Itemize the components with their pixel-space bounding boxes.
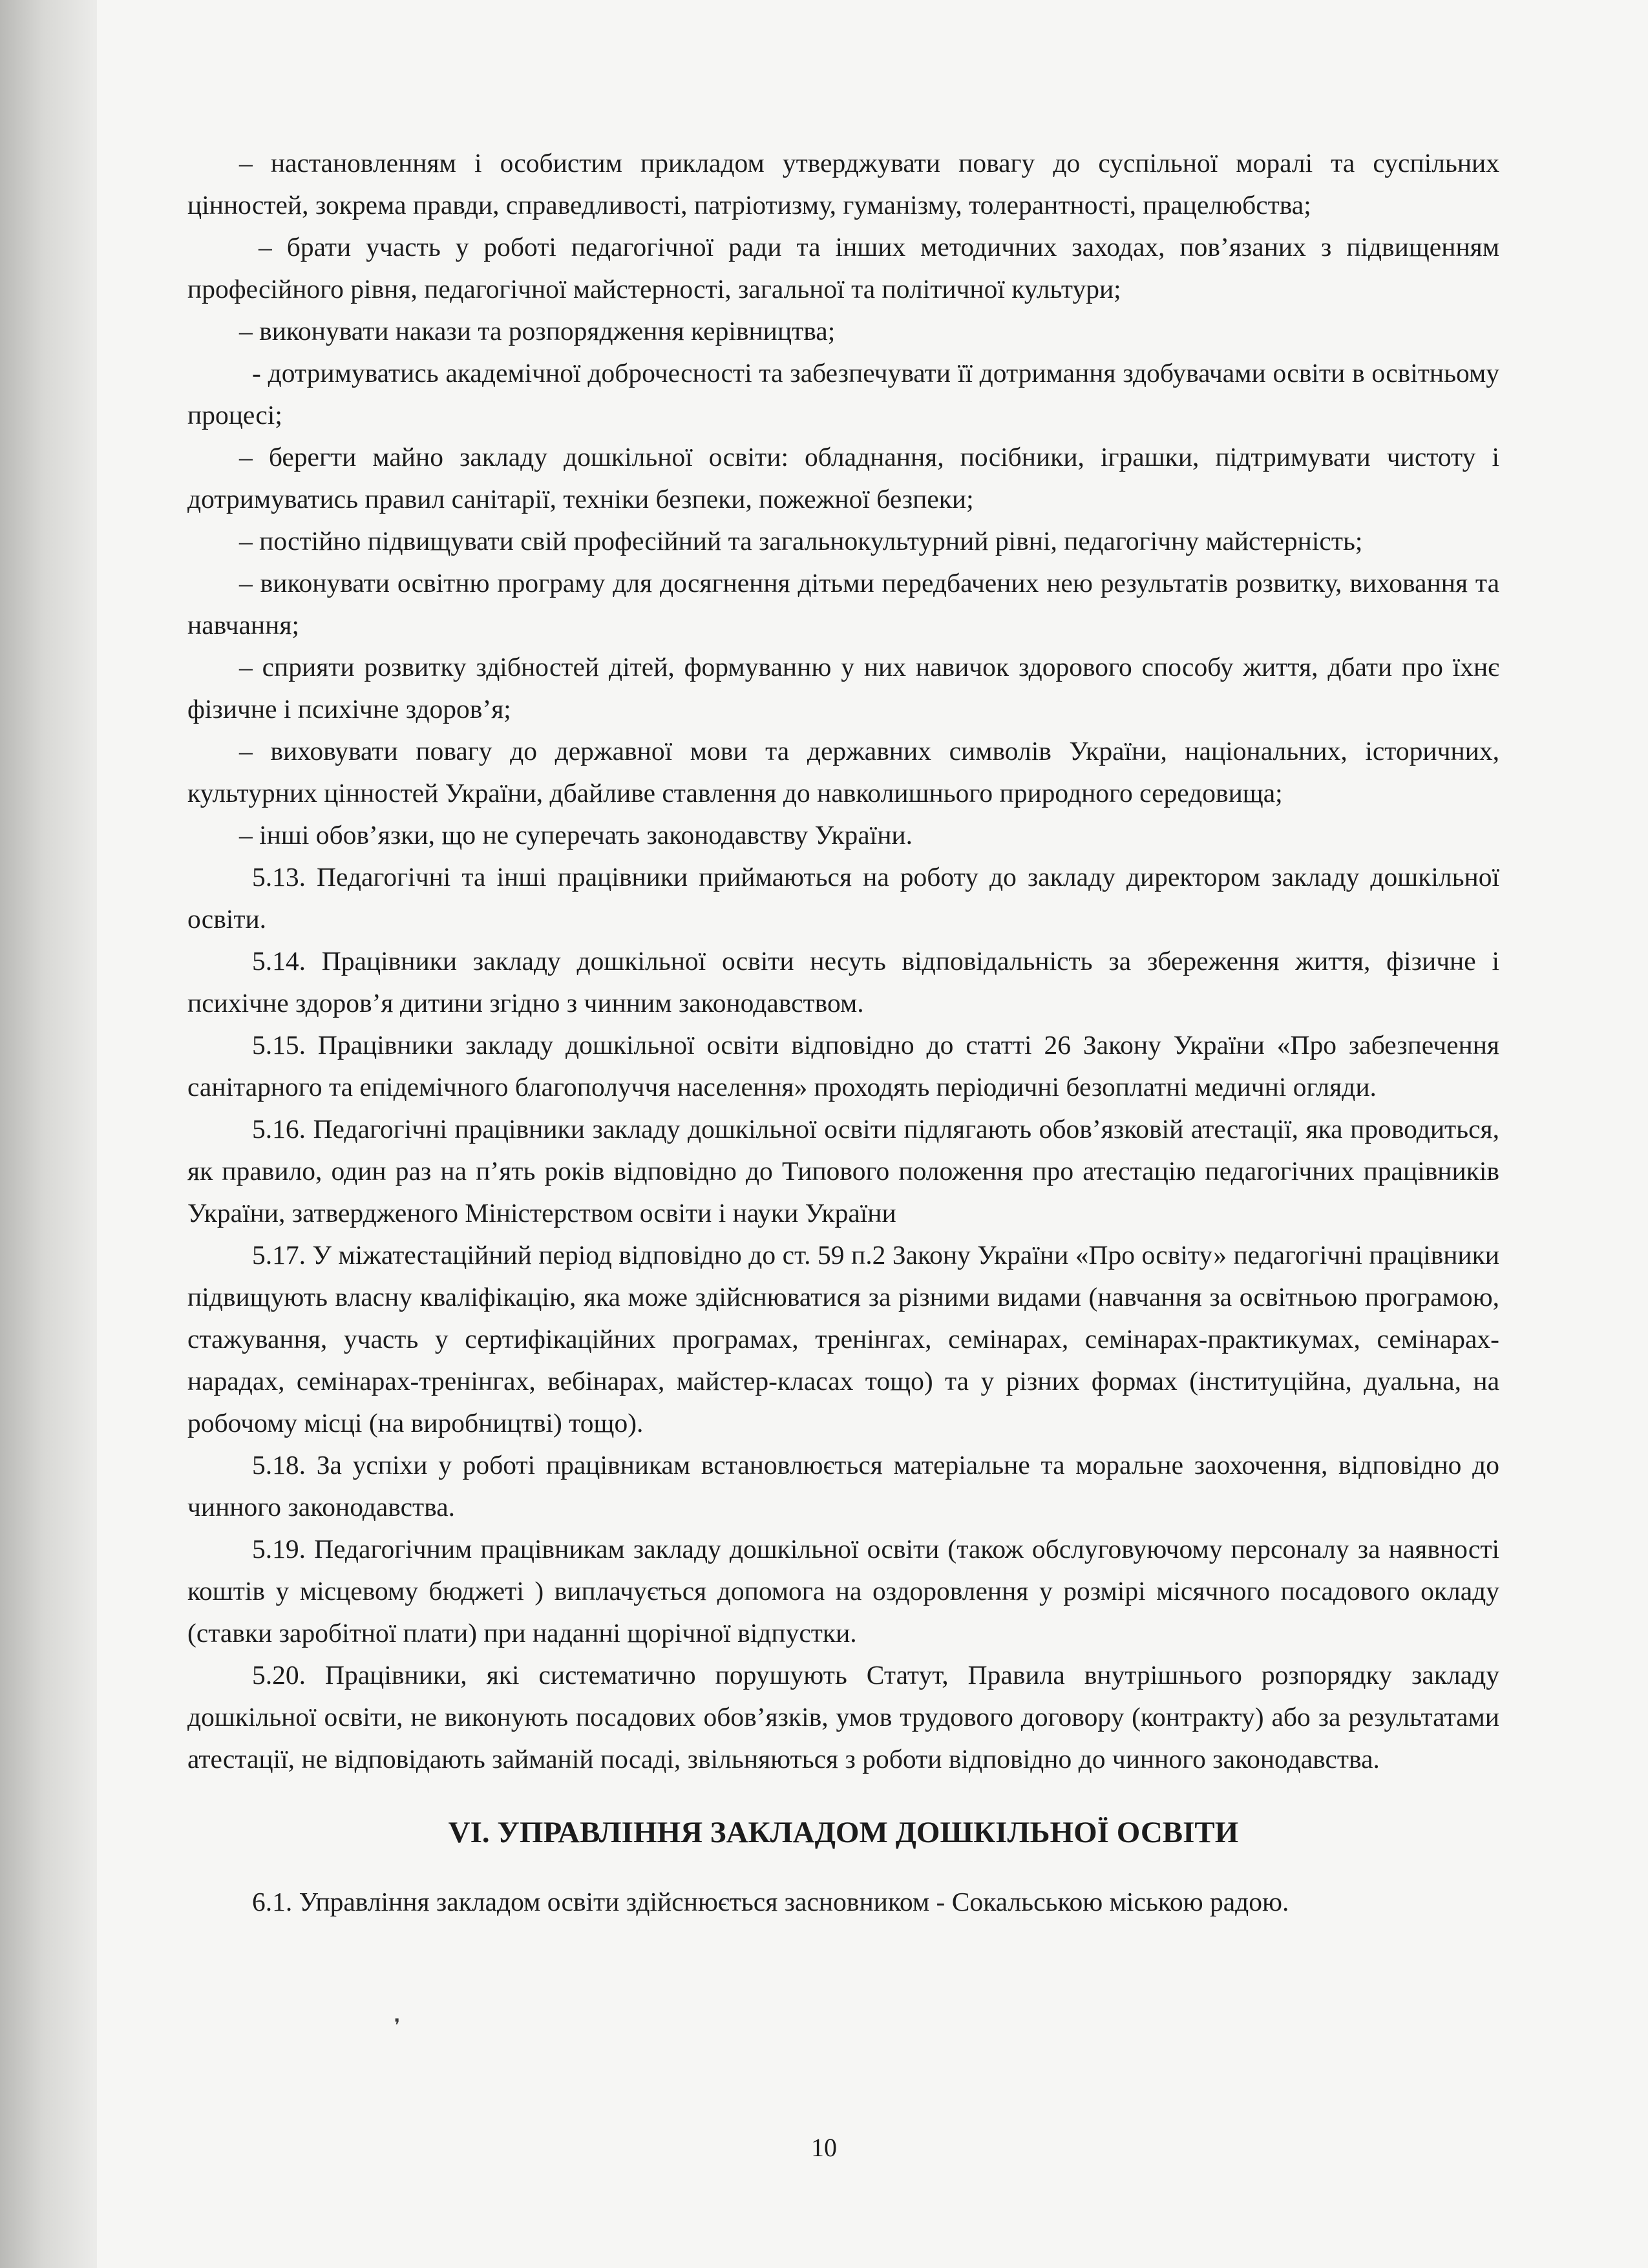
paragraph: – інші обов’язки, що не суперечать законодавству України. xyxy=(239,820,913,850)
paragraph: – виховувати повагу до державної мови та державних символів України, національних, історичних, культурних цінностей України, дбайливе ставлення до навколишнього природного середовища; xyxy=(187,736,1499,808)
paragraph: – виконувати освітню програму для досягнення дітьми передбачених нею результатів розвитку, виховання та навчання; xyxy=(187,568,1499,640)
clause-6-1: 6.1. Управління закладом освіти здійснюється засновником - Сокальською міською радою. xyxy=(252,1887,1289,1916)
paragraph: – настановленням і особистим прикладом утверджувати повагу до суспільної моралі та суспільних цінностей, зокрема правди, справедливості, патріотизму, гуманізму, толерантності, працелюбства; xyxy=(187,148,1499,220)
clause-5-16: 5.16. Педагогічні працівники закладу дошкільної освіти підлягають обов’язковій атестації, яка проводиться, як правило, один раз на п’ять років відповідно до Типового положення про атестацію педагогічних працівників України, затвердженого Міністерством освіти і науки України xyxy=(187,1114,1499,1228)
page-number: 10 xyxy=(811,2133,837,2162)
paragraph: – берегти майно закладу дошкільної освіти: обладнання, посібники, іграшки, підтримувати чистоту і дотримуватись правил санітарії, техніки безпеки, пожежної безпеки; xyxy=(187,442,1499,514)
clause-5-19: 5.19. Педагогічним працівникам закладу дошкільної освіти (також обслуговуючому персоналу за наявності коштів у місцевому бюджеті ) виплачується допомога на оздоровлення у розмірі місячного посадового окладу (ставки заробітної плати) при наданні щорічної відпустки. xyxy=(187,1534,1499,1648)
paragraph: – брати участь у роботі педагогічної ради та інших методичних заходах, пов’язаних з підвищенням професійного рівня, педагогічної майстерності, загальної та політичної культури; xyxy=(187,232,1499,304)
clause-5-17: 5.17. У міжатестаційний період відповідно до ст. 59 п.2 Закону України «Про освіту» педагогічні працівники підвищують власну кваліфікацію, яка може здійснюватися за різними видами (навчання за освітньою програмою, стажування, участь у сертифікаційних програмах, тренінгах, семінарах, семінарах-практикумах, семінарах-нарадах, семінарах-тренінгах, вебінарах, майстер-класах тощо) та у різних формах (інституційна, дуальна, на робочому місці (на виробництві) тощо). xyxy=(187,1240,1499,1438)
clause-5-18: 5.18. За успіхи у роботі працівникам встановлюється матеріальне та моральне заохочення, відповідно до чинного законодавства. xyxy=(187,1450,1499,1522)
clause-5-13: 5.13. Педагогічні та інші працівники приймаються на роботу до закладу директором закладу дошкільної освіти. xyxy=(187,862,1499,934)
clause-5-15: 5.15. Працівники закладу дошкільної освіти відповідно до статті 26 Закону України «Про забезпечення санітарного та епідемічного благополуччя населення» проходять періодичні безоплатні медичні огляди. xyxy=(187,1030,1499,1102)
clause-5-14: 5.14. Працівники закладу дошкільної освіти несуть відповідальність за збереження життя, фізичне і психічне здоров’я дитини згідно з чинним законодавством. xyxy=(187,946,1499,1018)
page-edge-shadow xyxy=(0,0,97,2268)
document-body xyxy=(187,142,1499,1923)
section-heading: VI. УПРАВЛІННЯ ЗАКЛАДОМ ДОШКІЛЬНОЇ ОСВІТИ xyxy=(448,1816,1239,1849)
clause-5-20: 5.20. Працівники, які систематично порушують Статут, Правила внутрішнього розпорядку закладу дошкільної освіти, не виконують посадових обов’язків, умов трудового договору (контракту) або за результатами атестації, не відповідають займаній посаді, звільняються з роботи відповідно до чинного законодавства. xyxy=(187,1660,1499,1774)
ink-mark: ❜ xyxy=(394,2016,401,2036)
paragraph: – постійно підвищувати свій професійний та загальнокультурний рівні, педагогічну майстерність; xyxy=(239,526,1363,556)
paragraph: – виконувати накази та розпорядження керівництва; xyxy=(239,316,836,346)
paragraph: – сприяти розвитку здібностей дітей, формуванню у них навичок здорового способу життя, дбати про їхнє фізичне і психічне здоров’я; xyxy=(187,652,1499,724)
paragraph: - дотримуватись академічної доброчесності та забезпечувати її дотримання здобувачами освіти в освітньому процесі; xyxy=(187,358,1499,430)
